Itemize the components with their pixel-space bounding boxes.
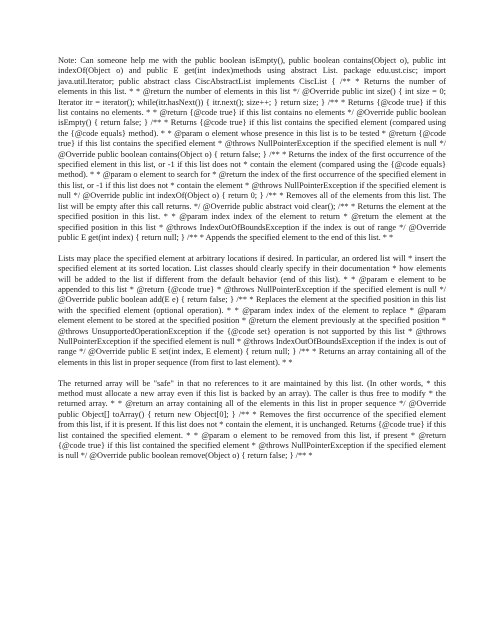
paragraph-note: Note: Can someone help me with the public boolean isEmpty(), public boolean contains(Object o), public int indexOf(Object o) and public E get(int index)methods using abstract List. package edu.ust.cisc; import java.util.Iterator; public abstract class CiscAbstractList implements CiscList { /** * Returns the number of elements in this list. * * @return the number of elements in this list */ @Override public int size() { int size = 0; Iterator itr = iterator(); while(itr.hasNext()) { itr.next(); size++; } return size; } /** * Returns {@code true} if this list contains no elements. * * @return {@code true} if this list contains no elements */ @Override public boolean isEmpty() { return false; } /** * Returns {@code true} if this list contains the specified element (compared using the {@code equals} method). * * @param o element whose presence in this list is to be tested * @return {@code true} if this list contains the specified element * @throws NullPointerException if the specified element is null */ @Override public boolean contains(Object o) { return false; } /** * Returns the index of the first occurrence of the specified element in this list, or -1 if this list does not * contain the element (compared using the {@code equals} method). * * @param o element to search for * @return the index of the first occurrence of the specified element in this list, or -1 if this list does not * contain the element * @throws NullPointerException if the specified element is null */ @Override public int indexOf(Object o) { return 0; } /** * Removes all of the elements from this list. The list will be empty after this call returns. */ @Override public abstract void clear(); /** * Returns the element at the specified position in this list. * * @param index index of the element to return * @return the element at the specified position in this list * @throws IndexOutOfBoundsException if the index is out of range */ @Override public E get(int index) { return null; } /** * Appends the specified element to the end of this list. * *: [58, 56, 446, 242]
paragraph-returned-array: The returned array will be "safe" in that no references to it are maintained by this list. (In other words, * this method must allocate a new array even if this list is backed by an array). The caller is thus free to modify * the returned array. * * @return an array containing all of the elements in this list in proper sequence */ @Override public Object[] toArray() { return new Object[0]; } /** * Removes the first occurrence of the specified element from this list, if it is present. If this list does not * contain the element, it is unchanged. Returns {@code true} if this list contained the specified element. * * @param o element to be removed from this list, if present * @return {@code true} if this list contained the specified element * @throws NullPointerException if the specified element is null */ @Override public boolean remove(Object o) { return false; } /** *: [58, 378, 446, 461]
document-page: [58, 56, 446, 472]
paragraph-lists: Lists may place the specified element at arbitrary locations if desired. In particular, an ordered list will * insert the specified element at its sorted location. List classes should clearly specify in their documentation * how elements will be added to the list if different from the default behavior (end of this list). * * @param e element to be appended to this list * @return {@code true} * @throws NullPointerException if the specified element is null */ @Override public boolean add(E e) { return false; } /** * Replaces the element at the specified position in this list with the specified element (optional operation). * * @param index index of the element to replace * @param element element to be stored at the specified position * @return the element previously at the specified position * @throws UnsupportedOperationException if the {@code set} operation is not supported by this list * @throws NullPointerException if the specified element is null * @throws IndexOutOfBoundsException if the index is out of range */ @Override public E set(int index, E element) { return null; } /** * Returns an array containing all of the elements in this list in proper sequence (from first to last element). * *: [58, 253, 446, 367]
